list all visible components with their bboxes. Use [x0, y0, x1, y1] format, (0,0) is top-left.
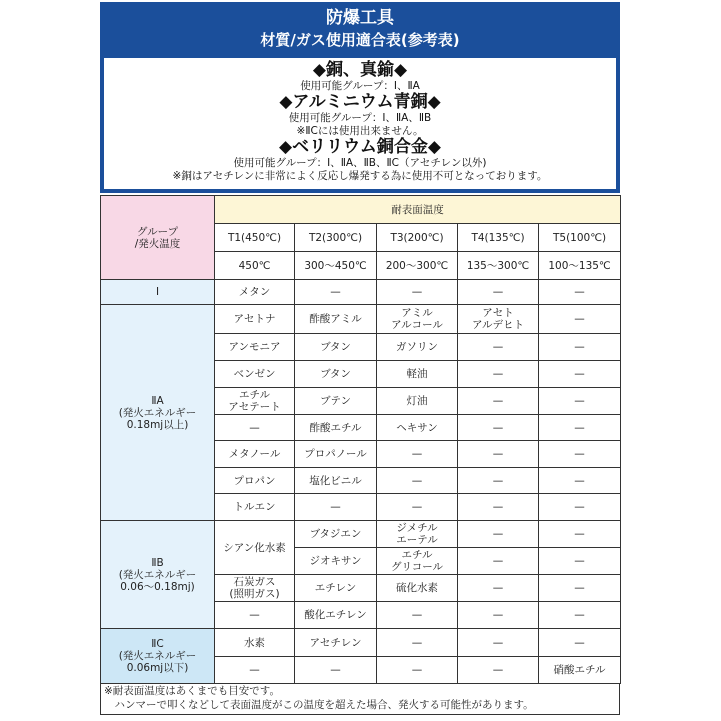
gas-cell: — [539, 494, 621, 521]
gas-cell: — [458, 441, 539, 468]
gas-cell: — [377, 280, 458, 305]
temperature-range: 450℃ [215, 252, 295, 280]
gas-cell: 灯油 [377, 388, 458, 415]
material-note: ※銅はアセチレンに非常によく反応し爆発する為に使用不可となっております。 [172, 170, 548, 182]
gas-cell: — [539, 361, 621, 388]
gas-cell: — [458, 280, 539, 305]
gas-cell: — [539, 548, 621, 575]
temperature-header: 耐表面温度 [215, 196, 621, 224]
table-row [101, 280, 621, 305]
title-banner [100, 2, 620, 58]
gas-cell: ガソリン [377, 334, 458, 361]
gas-cell: 硫化水素 [377, 575, 458, 602]
temperature-class: T5(100℃) [539, 224, 621, 252]
gas-cell: 石炭ガス (照明ガス) [215, 575, 295, 602]
gas-cell: 軽油 [377, 361, 458, 388]
gas-cell: ベンゼン [215, 361, 295, 388]
gas-cell: — [458, 388, 539, 415]
gas-cell: — [539, 334, 621, 361]
gas-cell: — [539, 575, 621, 602]
gas-cell: — [377, 494, 458, 521]
page-title: 防爆工具 [326, 8, 394, 28]
gas-cell: ブタン [295, 361, 377, 388]
gas-cell: ブタジエン [295, 521, 377, 548]
material-note: 使用可能グループ：Ⅰ、ⅡA、ⅡB [288, 112, 432, 124]
material-note: ※ⅡCには使用出来ません。 [296, 125, 424, 137]
gas-cell: トルエン [215, 494, 295, 521]
gas-cell: — [377, 629, 458, 657]
gas-cell: メタノール [215, 441, 295, 468]
temperature-range: 100～135℃ [539, 252, 621, 280]
gas-cell: アセトナ [215, 305, 295, 334]
gas-cell: ブタン [295, 334, 377, 361]
page-subtitle: 材質/ガス使用適合表(参考表) [260, 31, 460, 49]
gas-cell: — [458, 602, 539, 629]
gas-cell: ジメチル エーテル [377, 521, 458, 548]
gas-cell: — [458, 629, 539, 657]
gas-cell: — [295, 494, 377, 521]
temperature-range: 135～300℃ [458, 252, 539, 280]
gas-cell: アンモニア [215, 334, 295, 361]
temperature-class: T3(200℃) [377, 224, 458, 252]
gas-cell: シアン化水素 [215, 521, 295, 575]
gas-cell: — [539, 415, 621, 441]
gas-compatibility-table [100, 195, 621, 684]
gas-cell: — [458, 334, 539, 361]
gas-cell: 酢酸エチル [295, 415, 377, 441]
gas-cell: アセチレン [295, 629, 377, 657]
gas-cell: 酢酸アミル [295, 305, 377, 334]
gas-cell: 塩化ビニル [295, 468, 377, 494]
temperature-range: 300～450℃ [295, 252, 377, 280]
materials-box [100, 58, 620, 193]
gas-cell: 水素 [215, 629, 295, 657]
temperature-class: T1(450℃) [215, 224, 295, 252]
header-panel [100, 2, 620, 193]
gas-cell: — [458, 361, 539, 388]
gas-cell: — [539, 280, 621, 305]
group-header: グループ /発火温度 [101, 196, 215, 280]
gas-cell: — [458, 657, 539, 684]
gas-cell: — [458, 575, 539, 602]
material-name: ◆銅、真鍮◆ [312, 60, 408, 80]
gas-cell: — [539, 521, 621, 548]
material-note: 使用可能グループ：Ⅰ、ⅡA [300, 80, 420, 92]
gas-cell: — [458, 468, 539, 494]
gas-cell: エチル アセテート [215, 388, 295, 415]
gas-cell: — [458, 415, 539, 441]
gas-cell: — [295, 657, 377, 684]
gas-cell: アミル アルコール [377, 305, 458, 334]
gas-cell: — [377, 602, 458, 629]
gas-cell: — [539, 388, 621, 415]
gas-cell: — [539, 629, 621, 657]
table-row [101, 305, 621, 334]
table-row [101, 521, 621, 548]
gas-cell: エチレン [295, 575, 377, 602]
gas-cell: — [539, 468, 621, 494]
gas-cell: — [215, 602, 295, 629]
group-label: Ⅰ [101, 280, 215, 305]
gas-cell: — [377, 468, 458, 494]
group-label: ⅡA (発火エネルギー 0.18mj以上) [101, 305, 215, 521]
gas-cell: エチル グリコール [377, 548, 458, 575]
gas-cell: — [539, 441, 621, 468]
gas-cell: アセト アルデヒト [458, 305, 539, 334]
gas-cell: メタン [215, 280, 295, 305]
temperature-class: T2(300℃) [295, 224, 377, 252]
gas-cell: — [295, 280, 377, 305]
gas-cell: — [377, 657, 458, 684]
table-row [101, 629, 621, 657]
gas-cell: プロパノール [295, 441, 377, 468]
gas-cell: ヘキサン [377, 415, 458, 441]
gas-cell: ブテン [295, 388, 377, 415]
gas-cell: — [539, 602, 621, 629]
material-name: ◆アルミニウム青銅◆ [279, 92, 441, 112]
gas-cell: — [458, 521, 539, 548]
gas-cell: — [458, 548, 539, 575]
gas-cell: ジオキサン [295, 548, 377, 575]
group-label: ⅡB (発火エネルギー 0.06～0.18mj) [101, 521, 215, 629]
material-note: 使用可能グループ：Ⅰ、ⅡA、ⅡB、ⅡC（アセチレン以外) [233, 157, 487, 169]
temperature-range: 200～300℃ [377, 252, 458, 280]
gas-cell: — [215, 657, 295, 684]
gas-cell: — [377, 441, 458, 468]
gas-cell: — [458, 494, 539, 521]
material-name: ◆ベリリウム銅合金◆ [279, 137, 441, 157]
gas-cell: プロパン [215, 468, 295, 494]
gas-cell: 酸化エチレン [295, 602, 377, 629]
gas-cell: — [215, 415, 295, 441]
gas-cell: 硝酸エチル [539, 657, 621, 684]
temperature-class: T4(135℃) [458, 224, 539, 252]
gas-cell: — [539, 305, 621, 334]
group-label: ⅡC (発火エネルギー 0.06mj以下) [101, 629, 215, 684]
footnote: ※耐表面温度はあくまでも目安です。 ハンマーで叩くなどして表面温度がこの温度を超えた場合、発火する可能性があります。 [100, 683, 620, 715]
